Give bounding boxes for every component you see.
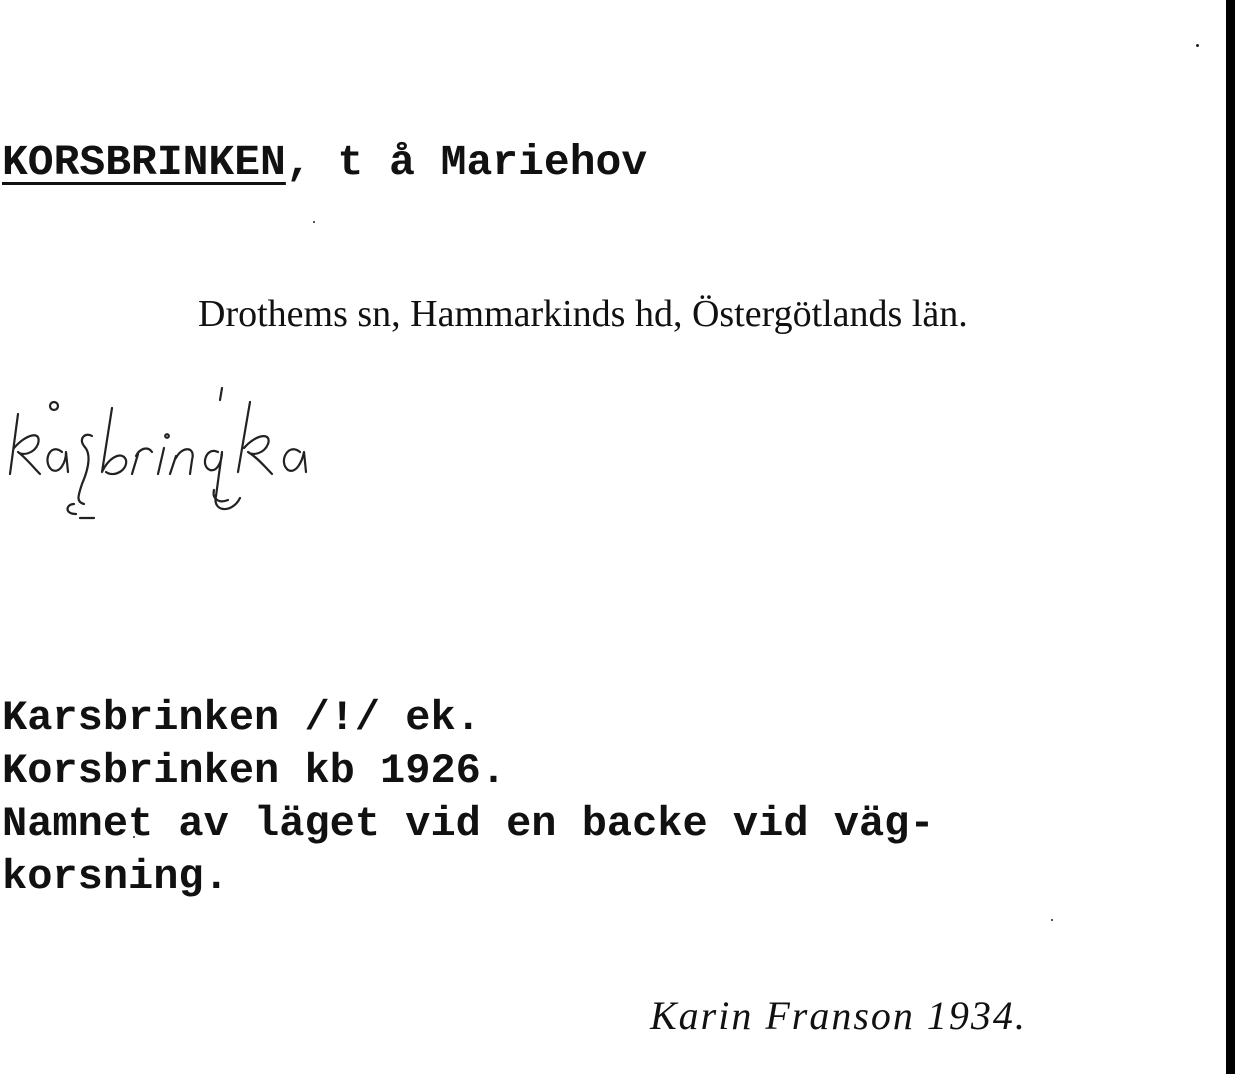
body-line-4: korsning.	[2, 853, 229, 901]
speck	[1196, 44, 1199, 47]
card-title	[2, 138, 647, 187]
handwritten-pronunciation	[4, 386, 364, 526]
body-line-2: Korsbrinken kb 1926.	[2, 747, 507, 795]
speck	[313, 221, 315, 223]
card-body	[2, 586, 935, 1010]
signature: Karin Franson 1934.	[650, 993, 1027, 1038]
title-location: , t å Mariehov	[285, 138, 648, 187]
body-line-3: Namnet av läget vid en backe vid väg-	[2, 800, 935, 848]
district-line: Drothems sn, Hammarkinds hd, Östergötlands län.	[198, 293, 968, 335]
card-edge-bar	[1226, 0, 1235, 1074]
speck	[1051, 919, 1053, 921]
headword: KORSBRINKEN	[2, 138, 286, 187]
body-line-1: Karsbrinken /!/ ek.	[2, 694, 481, 742]
